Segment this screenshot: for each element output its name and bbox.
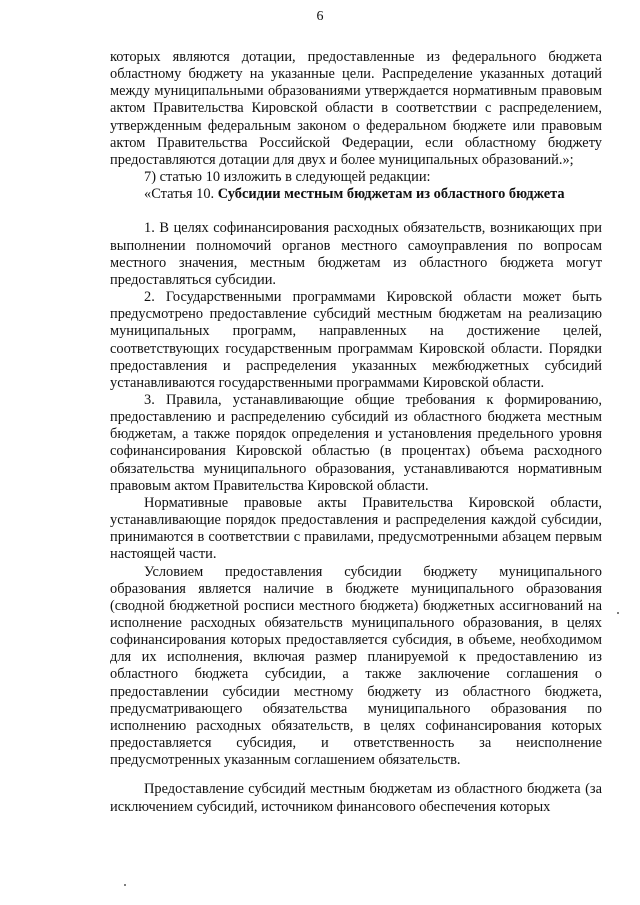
amendment-instruction: 7) статью 10 изложить в следующей редакции: [144,169,431,186]
paragraph-3-normative-acts: Нормативные правовые акты Правительства Кировской области, устанавливающие порядок предоставления и распределения каждой субсидии, принимаются в соответствии с правилами, предусмотренными абзацем первым настоящей части. [110,494,602,563]
document-body [110,49,602,816]
paragraph-3: 3. Правила, устанавливающие общие требования к формированию, предоставлению и распределению субсидий из областного бюджета местным бюджетам, а также порядок определения и установления предельного уровня софинансирования Кировской областью (в процентах) объема расходного обязательства муниципального образования, устанавливаются нормативным правовым актом Правительства Кировской области. [110,391,602,494]
scan-speck [617,612,619,614]
paragraph-provision: Предоставление субсидий местным бюджетам из областного бюджета (за исключением субсидий, источником финансового обеспечения которых [110,781,602,815]
paragraph-3-condition: Условием предоставления субсидии бюджету муниципального образования является наличие в бюджете муниципального образования (сводной бюджетной росписи местного бюджета) бюджетных ассигнований на исполнение расходных обязательств муниципального образования, в целях софинансирования которых предоставляется субсидия, в объеме, необходимом для их исполнения, включая размер планируемой к предоставлению из областного бюджета субсидии, а также заключение соглашения о предоставлении субсидии местному бюджету из областного бюджета, предусматривающего обязательства муниципального образования по исполнению расходных обязательств, в целях софинансирования которых предоставляется субсидия, и ответственность за неисполнение предусмотренных указанным соглашением обязательств. [110,563,602,769]
article-heading [110,186,602,203]
scan-speck [124,884,126,886]
paragraph-2: 2. Государственными программами Кировской области может быть предусмотрено предоставление субсидий местным бюджетам на реализацию муниципальных программ, направленных на достижение целей, соответствующих государственным программам Кировской области. Порядки предоставления и распределения указанных межбюджетных субсидий устанавливаются государственными программами Кировской области. [110,289,602,391]
article-title: Субсидии местным бюджетам из областного бюджета [217,186,565,203]
paragraph-1: 1. В целях софинансирования расходных обязательств, возникающих при выполнении полномочий органов местного самоуправления по вопросам местного значения, местным бюджетам из областного бюджета могут предоставляться субсидии. [110,220,602,288]
article-prefix: «Статья 10. [144,186,218,203]
continuation-paragraph: которых являются дотации, предоставленные из федерального бюджета областному бюджету на указанные цели. Распределение указанных дотаций между муниципальными образованиями утверждается нормативным правовым актом Правительства Кировской области в соответствии с распределением, утвержденным федеральным законом о федеральном бюджете или правовым актом Правительства Российской Федерации, если областному бюджету предоставляются дотации для двух и более муниципальных образований.»; [110,49,602,168]
page-number: 6 [316,9,324,24]
